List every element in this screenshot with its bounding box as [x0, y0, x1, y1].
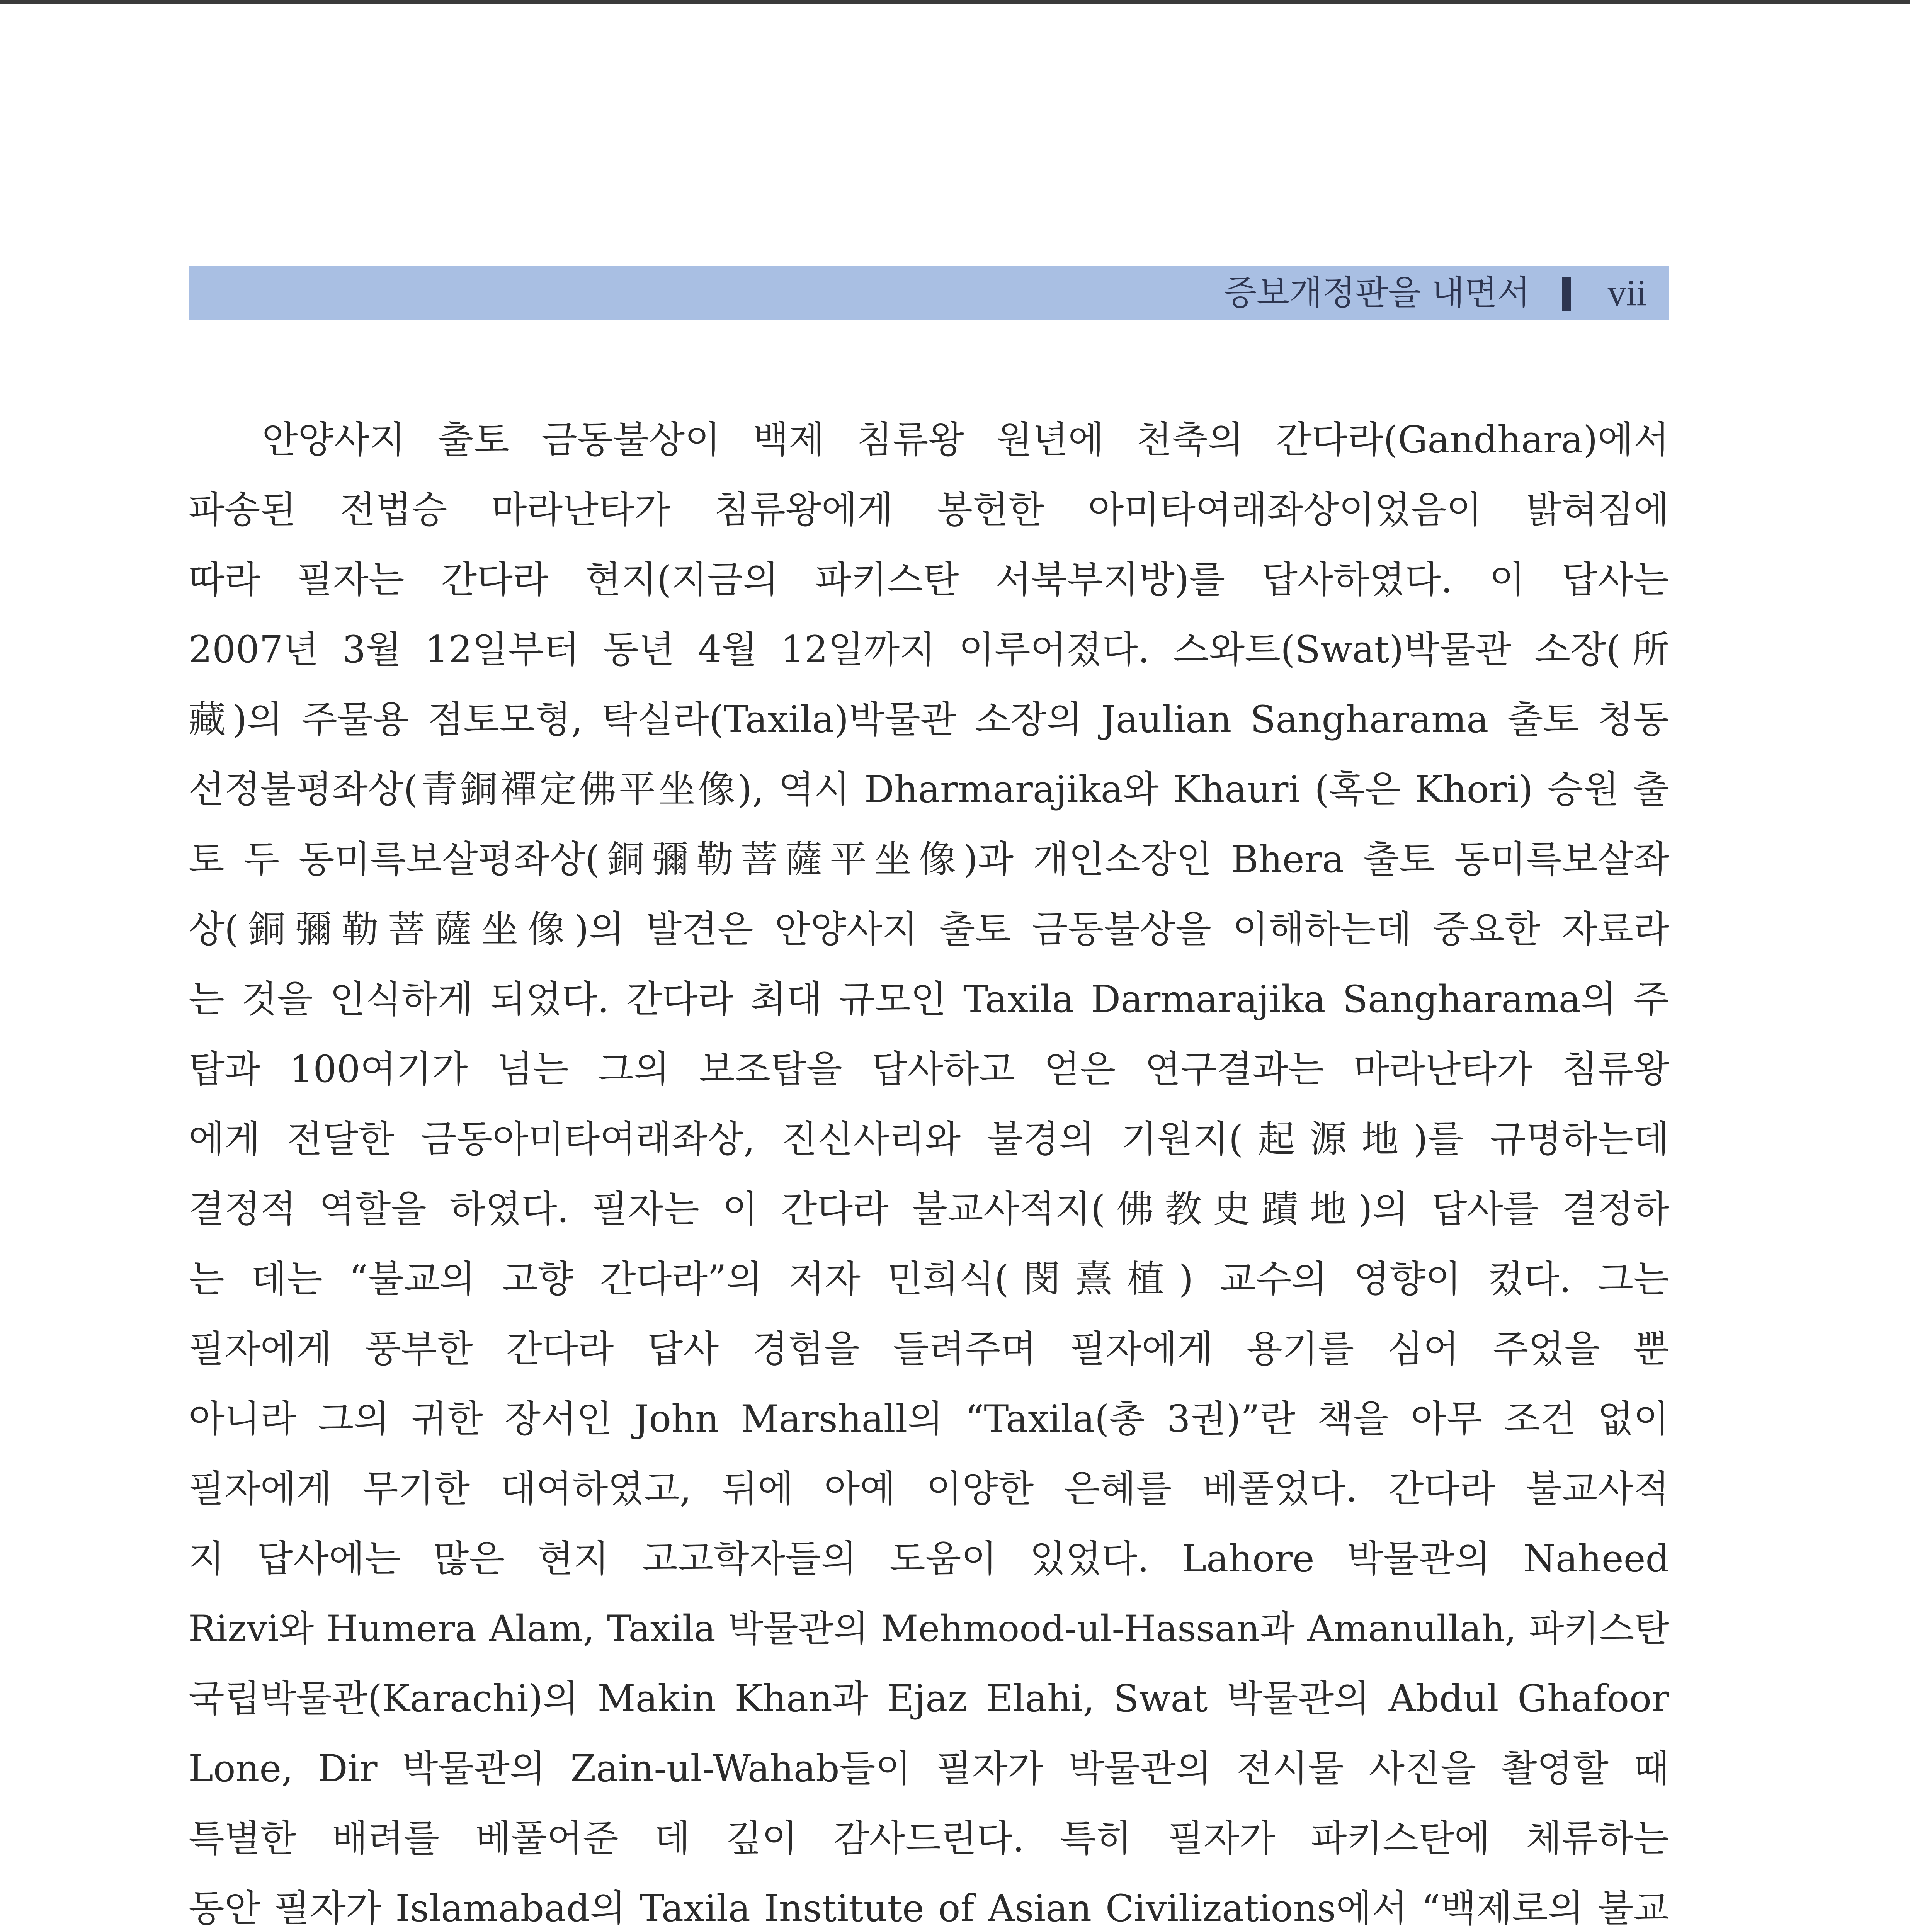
text-line: 선정불평좌상(青銅禪定佛平坐像), 역시 Dharmarajika와 Khauri (혹은 Khori) 승원 출: [189, 768, 1669, 811]
text-line: 2007년 3월 12일부터 동년 4월 12일까지 이루어졌다. 스와트(Swat)박물관 소장(所: [189, 628, 1669, 671]
text-line: 동안 필자가 Islamabad의 Taxila Institute of Asian Civilizations에서 “백제로의 불교: [189, 1887, 1669, 1930]
text-line: 국립박물관(Karachi)의 Makin Khan과 Ejaz Elahi, Swat 박물관의 Abdul Ghafoor: [189, 1677, 1669, 1720]
text-line: 토 두 동미륵보살평좌상(銅彌勒菩薩平坐像)과 개인소장인 Bhera 출토 동미륵보살좌: [189, 838, 1669, 881]
text-line: 藏)의 주물용 점토모형, 탁실라(Taxila)박물관 소장의 Jaulian Sangharama 출토 청동: [189, 698, 1669, 741]
text-line: 탑과 100여기가 넘는 그의 보조탑을 답사하고 얻은 연구결과는 마라난타가 침류왕: [189, 1048, 1669, 1091]
text-line: 결정적 역할을 하였다. 필자는 이 간다라 불교사적지(佛教史蹟地)의 답사를 결정하: [189, 1187, 1669, 1231]
text-line: 는 것을 인식하게 되었다. 간다라 최대 규모인 Taxila Darmarajika Sangharama의 주: [189, 978, 1669, 1021]
text-line: 에게 전달한 금동아미타여래좌상, 진신사리와 불경의 기원지(起源地)를 규명하는데: [189, 1117, 1669, 1161]
text-line: 지 답사에는 많은 현지 고고학자들의 도움이 있었다. Lahore 박물관의 Naheed: [189, 1537, 1669, 1580]
header-title: 증보개정판을 내면서: [1223, 273, 1530, 313]
text-line: 필자에게 무기한 대여하였고, 뒤에 아예 이양한 은혜를 베풀었다. 간다라 불교사적: [189, 1467, 1669, 1510]
text-line: 상(銅彌勒菩薩坐像)의 발견은 안양사지 출토 금동불상을 이해하는데 중요한 자료라: [189, 908, 1669, 951]
text-line: 따라 필자는 간다라 현지(지금의 파키스탄 서북부지방)를 답사하였다. 이 답사는: [189, 558, 1669, 601]
text-line: 아니라 그의 귀한 장서인 John Marshall의 “Taxila(총 3권)”란 책을 아무 조건 없이: [189, 1397, 1669, 1440]
running-header: [189, 266, 1669, 320]
body-text: [189, 405, 1669, 1932]
text-line: Lone, Dir 박물관의 Zain-ul-Wahab들이 필자가 박물관의 전시물 사진을 촬영할 때: [189, 1747, 1669, 1790]
page-number: vii: [1607, 272, 1647, 313]
header-divider: [1562, 277, 1571, 311]
text-line: 파송된 전법승 마라난타가 침류왕에게 봉헌한 아미타여래좌상이었음이 밝혀짐에: [189, 488, 1669, 531]
text-line: 는 데는 “불교의 고향 간다라”의 저자 민희식(閔熹植) 교수의 영향이 컸다. 그는: [189, 1257, 1669, 1301]
page-top-edge: [0, 0, 1910, 4]
text-line: Rizvi와 Humera Alam, Taxila 박물관의 Mehmood-ul-Hassan과 Amanullah, 파키스탄: [189, 1608, 1669, 1650]
text-line: 필자에게 풍부한 간다라 답사 경험을 들려주며 필자에게 용기를 심어 주었을 뿐: [189, 1327, 1669, 1371]
text-line: 특별한 배려를 베풀어준 데 깊이 감사드린다. 특히 필자가 파키스탄에 체류하는: [189, 1817, 1669, 1860]
text-line: 안양사지 출토 금동불상이 백제 침류왕 원년에 천축의 간다라(Gandhara)에서: [262, 418, 1669, 461]
